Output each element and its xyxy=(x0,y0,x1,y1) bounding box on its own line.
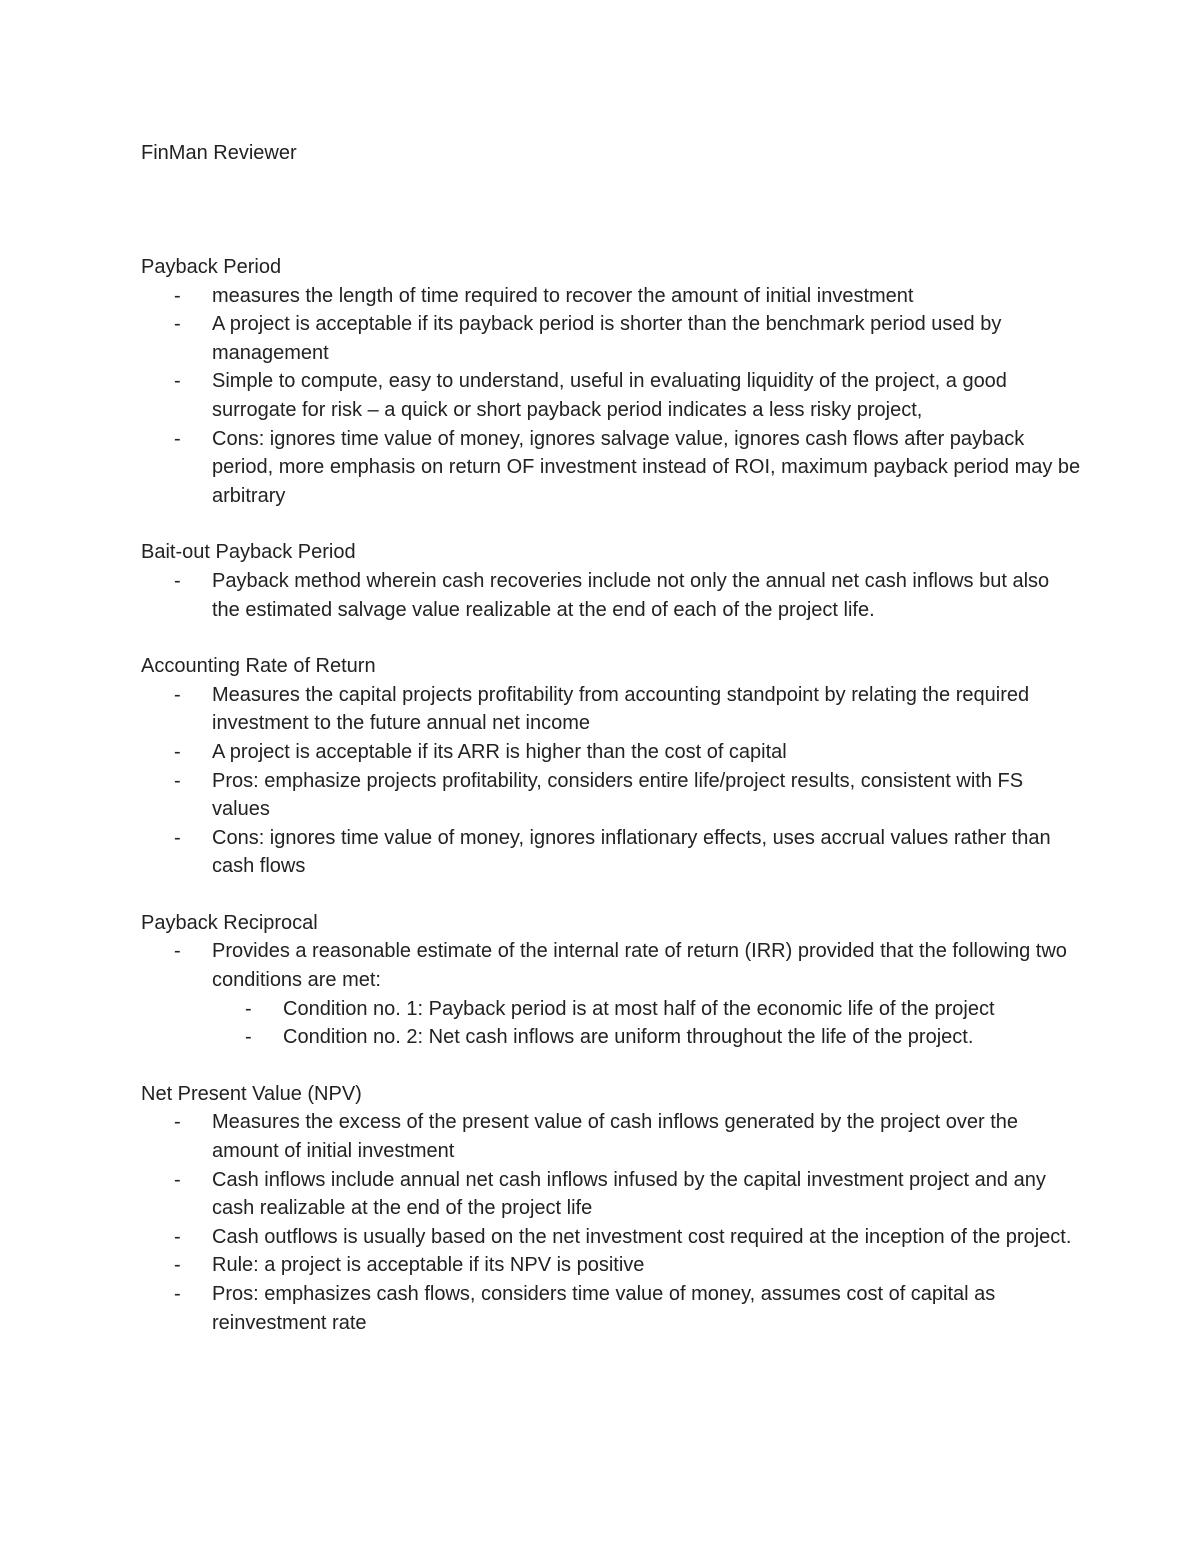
sub-list-item-text: Condition no. 2: Net cash inflows are uniform throughout the life of the project. xyxy=(283,1026,974,1049)
list-item xyxy=(141,310,1081,367)
bullet-dash: - xyxy=(174,826,181,849)
bullet-list xyxy=(141,567,1081,624)
list-item-text: Provides a reasonable estimate of the internal rate of return (IRR) provided that the following two conditions are met: xyxy=(212,940,1067,992)
bullet-dash: - xyxy=(174,370,181,393)
section-accounting-rate-of-return xyxy=(141,652,1081,881)
bullet-dash: - xyxy=(174,284,181,307)
list-item xyxy=(141,937,1081,1051)
bullet-dash: - xyxy=(245,1026,252,1049)
list-item-text: measures the length of time required to recover the amount of initial investment xyxy=(212,284,914,307)
list-item-text: Cash outflows is usually based on the net investment cost required at the inception of the project. xyxy=(212,1225,1072,1248)
section-heading: Payback Period xyxy=(141,256,282,278)
list-item-text: Measures the excess of the present value of cash inflows generated by the project over the amount of initial investment xyxy=(212,1111,1019,1163)
section-bait-out-payback-period xyxy=(141,538,1081,624)
list-item xyxy=(141,367,1081,424)
bullet-dash: - xyxy=(174,313,181,336)
list-item xyxy=(141,767,1081,824)
section-heading: Net Present Value (NPV) xyxy=(141,1082,362,1105)
bullet-dash: - xyxy=(174,427,181,450)
bullet-dash: - xyxy=(174,1254,181,1277)
list-item xyxy=(141,1280,1081,1337)
list-item-text: Measures the capital projects profitability from accounting standpoint by relating the required investment to the future annual net income xyxy=(212,683,1030,735)
bullet-dash: - xyxy=(174,1168,181,1191)
bullet-dash: - xyxy=(174,769,181,792)
list-item xyxy=(141,824,1081,881)
bullet-dash: - xyxy=(174,740,181,763)
sub-list-item xyxy=(212,1023,1081,1052)
bullet-dash: - xyxy=(245,997,252,1020)
list-item xyxy=(141,1166,1081,1223)
list-item xyxy=(141,1251,1081,1280)
list-item xyxy=(141,681,1081,738)
document-title: FinMan Reviewer xyxy=(141,142,297,164)
bullet-list xyxy=(141,282,1081,511)
bullet-list xyxy=(141,937,1081,1051)
list-item xyxy=(141,425,1081,511)
bullet-dash: - xyxy=(174,1283,181,1305)
section-heading: Payback Reciprocal xyxy=(141,911,318,934)
list-item xyxy=(141,282,1081,311)
list-item-text: Simple to compute, easy to understand, useful in evaluating liquidity of the project, a good surrogate for risk – a quick or short payback period indicates a less risky project, xyxy=(212,370,1007,421)
bullet-list xyxy=(141,1108,1081,1337)
list-item-text: Cons: ignores time value of money, ignores inflationary effects, uses accrual values rather than cash flows xyxy=(212,826,1051,878)
section-heading: Accounting Rate of Return xyxy=(141,655,376,678)
bullet-dash: - xyxy=(174,940,181,963)
list-item-text: Cons: ignores time value of money, ignores salvage value, ignores cash flows after payback period, more emphasis on return OF investment instead of ROI, maximum payback period may be arbitrary xyxy=(212,427,1081,507)
sub-bullet-list xyxy=(212,995,1081,1052)
list-item xyxy=(141,1223,1081,1252)
list-item xyxy=(141,738,1081,767)
section-heading: Bait-out Payback Period xyxy=(141,541,356,564)
bullet-list xyxy=(141,681,1081,881)
sub-list-item-text: Condition no. 1: Payback period is at most half of the economic life of the project xyxy=(283,997,995,1020)
list-item-text: A project is acceptable if its ARR is higher than the cost of capital xyxy=(212,740,787,763)
list-item-text: Pros: emphasize projects profitability, considers entire life/project results, consistent with FS values xyxy=(212,769,1024,821)
list-item xyxy=(141,1108,1081,1165)
list-item-text: Payback method wherein cash recoveries include not only the annual net cash inflows but also the estimated salvage value realizable at the end of each of the project life. xyxy=(212,569,1050,621)
section-payback-reciprocal xyxy=(141,909,1081,1052)
section-net-present-value xyxy=(141,1080,1081,1337)
sub-list-item xyxy=(212,995,1081,1024)
list-item-text: Pros: emphasizes cash flows, considers time value of money, assumes cost of capital as reinvestment rate xyxy=(212,1283,996,1334)
list-item-text: A project is acceptable if its payback period is shorter than the benchmark period used by management xyxy=(212,313,1002,364)
bullet-dash: - xyxy=(174,569,181,592)
list-item-text: Rule: a project is acceptable if its NPV is positive xyxy=(212,1254,645,1277)
bullet-dash: - xyxy=(174,1225,181,1248)
document-body xyxy=(141,253,1081,1365)
section-payback-period xyxy=(141,253,1081,510)
list-item xyxy=(141,567,1081,624)
list-item-text: Cash inflows include annual net cash inflows infused by the capital investment project and any cash realizable at the end of the project life xyxy=(212,1168,1046,1220)
bullet-dash: - xyxy=(174,1111,181,1134)
bullet-dash: - xyxy=(174,683,181,706)
